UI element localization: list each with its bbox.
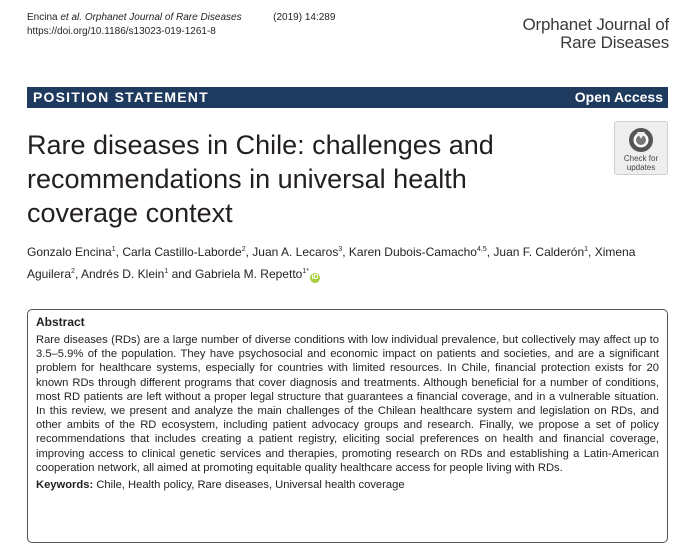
crossmark-icon <box>627 126 655 154</box>
article-type-label: POSITION STATEMENT <box>33 89 209 105</box>
abstract-text: Rare diseases (RDs) are a large number of diverse conditions with low individual prevalence, but collectively may affect up to 3.5–5.9% of the population. They have psychosocial and economic impact on patients and societies, and are a significant problem for healthcare systems, especially for countries with limited resources. In Chile, financial protection exists for 20 known RDs through different programs that cover diagnosis and treatments. Although beneficial for a number of conditions, most RD patients are left without a proper legal structure that guarantees a financial coverage, and in a vulnerable situation. In this review, we present and analyze the main challenges of the Chilean healthcare system and legislation on RDs, and other ambits of the RD ecosystem, including patient advocacy groups and research. Finally, we propose a set of policy recommendations that includes creating a patient registry, eliciting social preferences on health and financial coverage, improving access to clinical genetic services and therapies, promoting research on RDs and establishing a Latin-American cooperation network, all aimed at promoting equitable quality healthcare access for people living with RDs. <box>36 334 659 474</box>
open-access-label: Open Access <box>574 89 663 105</box>
article-type-banner <box>27 87 668 108</box>
journal-logo-line2: Rare Diseases <box>560 33 669 52</box>
check-badge-line2: updates <box>626 163 656 172</box>
check-badge-line1: Check for <box>623 154 659 163</box>
author-affiliation: 1 <box>111 246 116 253</box>
keywords-label: Keywords: <box>36 479 94 492</box>
journal-logo-line1: Orphanet Journal of <box>522 15 669 34</box>
journal-logo <box>523 16 669 52</box>
citation-etal: et al. <box>60 12 83 23</box>
keywords-line <box>36 478 659 493</box>
author-affiliation: 1 <box>164 268 169 275</box>
orcid-icon[interactable]: iD <box>311 274 319 281</box>
author-affiliation: 2 <box>241 246 246 253</box>
author-name[interactable]: Ximena Aguilera <box>27 245 636 281</box>
keywords-values: Chile, Health policy, Rare diseases, Universal health coverage <box>96 479 405 492</box>
author-affiliation: 2 <box>71 268 75 275</box>
citation-authors: Encina <box>27 12 58 23</box>
author-name[interactable]: Juan F. Calderón <box>493 245 585 259</box>
check-for-updates-button[interactable] <box>614 121 668 175</box>
author-name[interactable]: Juan A. Lecaros <box>252 245 339 259</box>
author-affiliation: 1 <box>584 246 589 253</box>
author-affiliation: 4,5 <box>476 246 487 253</box>
citation-doi[interactable]: https://doi.org/10.1186/s13023-019-1261-8 <box>27 26 216 37</box>
article-title: Rare diseases in Chile: challenges and recommendations in universal health coverage context <box>27 130 494 228</box>
author-name[interactable]: Gabriela M. Repetto <box>194 267 303 281</box>
author-name[interactable]: Carla Castillo-Laborde <box>122 245 242 259</box>
author-name[interactable]: Karen Dubois-Camacho <box>348 245 477 259</box>
citation-journal: Orphanet Journal of Rare Diseases <box>84 12 242 23</box>
abstract-box <box>27 309 668 543</box>
citation-year-volume: (2019) 14:289 <box>273 12 336 23</box>
abstract-heading: Abstract <box>36 315 85 329</box>
author-affiliation: 3 <box>338 246 343 253</box>
author-list: Gonzalo Encina$^1$, Carla Castillo-Laborde$^2$, Juan A. Lecaros$^3$, Karen Dubois-Camacho$^{4,5}$, Juan F. Calderón$^1$, Ximena Aguilera$^2$, Andrés D. Klein$^1$ and Gabriela M. Repetto$^{1*}$iD <box>27 245 636 281</box>
citation-header <box>27 11 335 39</box>
author-affiliation: 1* <box>302 268 309 275</box>
author-name[interactable]: Gonzalo Encina <box>27 245 112 259</box>
author-name[interactable]: Andrés D. Klein <box>80 267 165 281</box>
